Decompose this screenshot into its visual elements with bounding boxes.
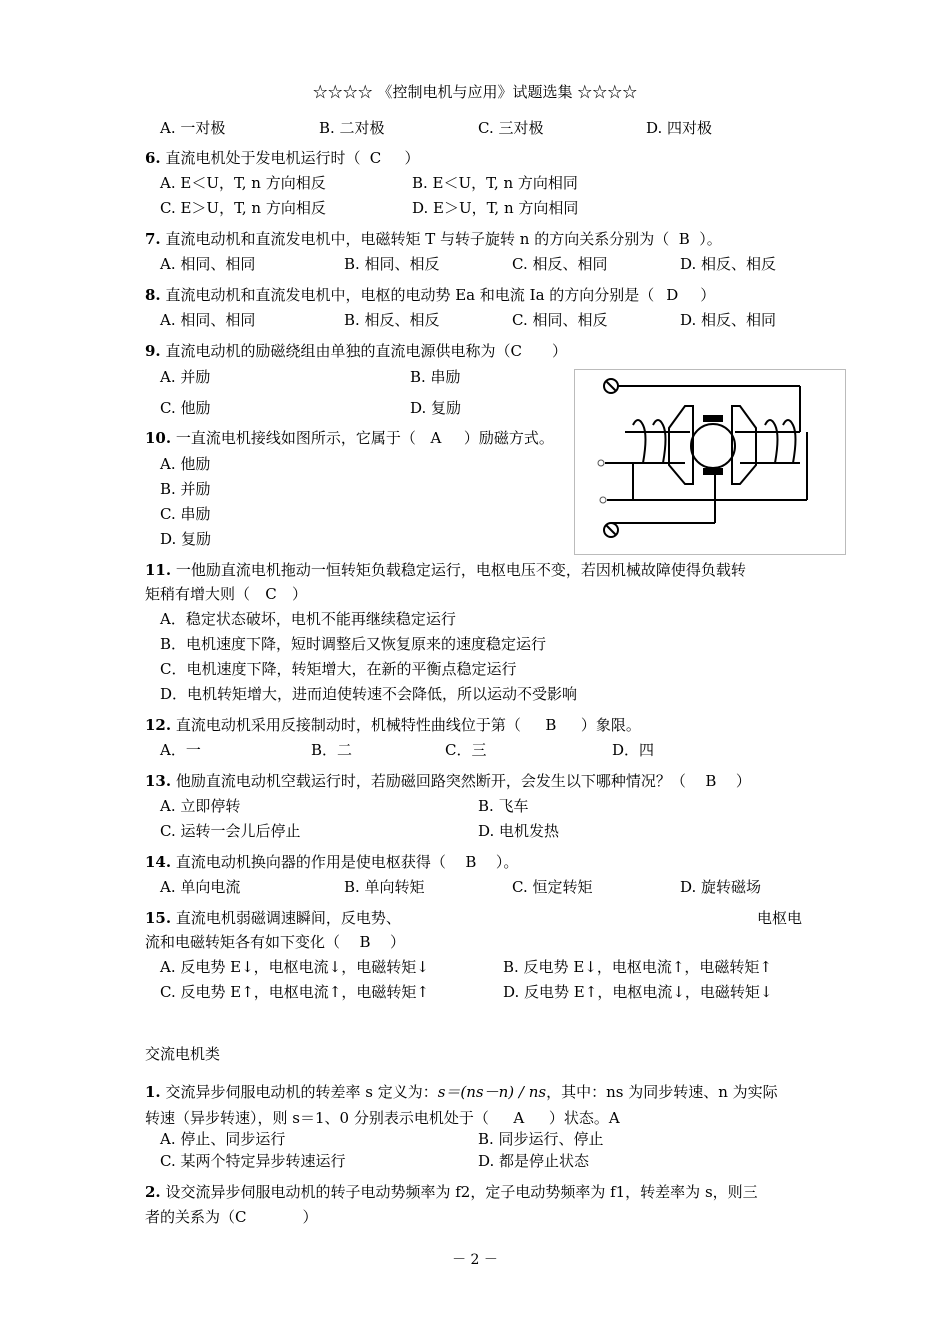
q11-question-line2 [145,584,307,604]
q9-option-a: A. 并励 [160,368,211,386]
ac1-text2: ，其中：ns 为同步转速、n 为实际 [546,1083,778,1101]
q12-answer: B [545,716,557,734]
q9-option-c: C. 他励 [160,399,211,417]
ac2-end: ） [302,1208,318,1226]
q5-option-d: D. 四对极 [646,119,713,137]
q13-number: 13. [145,772,172,790]
q12-text: 直流电动机采用反接制动时，机械特性曲线位于第（ [175,716,521,734]
ac1-option-c: C. 某两个特定异步转速运行 [160,1152,346,1170]
q12-end: ）象限。 [580,716,641,734]
q5-option-c: C. 三对极 [478,119,544,137]
q9-option-d: D. 复励 [410,399,462,417]
q14-option-a: A. 单向电流 [160,878,241,896]
q5-option-a: A. 一对极 [160,119,226,137]
q11-question-line1 [145,560,746,580]
q15-option-a: A. 反电势 E↓，电枢电流↓，电磁转矩↓ [160,958,429,976]
ac1-option-b: B. 同步运行、停止 [478,1130,604,1148]
q8-end: ） [700,286,716,304]
q8-option-a: A. 相同、相同 [160,311,256,329]
q13-option-b: B. 飞车 [478,797,529,815]
q10-text: 一直流电机接线如图所示，它属于（ [175,429,416,447]
q13-option-a: A. 立即停转 [160,797,241,815]
q15-text2: 流和电磁转矩各有如下变化（ [145,933,341,951]
q6-option-c: C. E＞U，T, n 方向相反 [160,199,326,217]
q13-question [145,771,751,791]
q13-end: ） [735,772,751,790]
q6-question [145,148,419,168]
q11-option-c: C．电机速度下降，转矩增大，在新的平衡点稳定运行 [160,660,517,678]
q12-question [145,715,641,735]
q7-option-a: A. 相同、相同 [160,255,256,273]
q11-answer: C [265,585,277,603]
q9-end: ） [551,342,567,360]
q10-end: ）励磁方式。 [463,429,554,447]
terminal-small-icon [598,460,604,466]
q14-option-c: C. 恒定转矩 [512,878,593,896]
q6-answer: C [369,149,382,167]
q14-end: ）。 [495,853,519,871]
q6-end: ） [404,149,420,167]
q7-end: ）。 [699,230,722,248]
q9-number: 9. [145,342,161,360]
q15-question-line1 [145,908,401,928]
q15-option-b: B. 反电势 E↓，电枢电流↑，电磁转矩↑ [503,958,772,976]
q6-option-d: D. E＞U，T, n 方向相同 [412,199,579,217]
ac1-text3: 转速（异步转速），则 s＝1、0 分别表示电机处于（ [145,1109,489,1127]
q15-text: 直流电机弱磁调速瞬间，反电势、 [175,909,401,927]
q11-option-b: B．电机速度下降，短时调整后又恢复原来的速度稳定运行 [160,635,547,653]
q15-end: ） [390,933,406,951]
q10-question [145,428,554,448]
q6-option-a: A. E＜U，T, n 方向相反 [160,174,326,192]
q10-option-b: B. 并励 [160,480,211,498]
q5-option-b: B. 二对极 [319,119,385,137]
page-number: － 2 － [452,1252,498,1268]
section-title: 交流电机类 [145,1045,221,1063]
q14-option-b: B. 单向转矩 [344,878,425,896]
q12-option-c: C．三 [445,741,487,759]
q10-answer: A [430,429,442,447]
q14-answer: B [465,853,477,871]
q7-number: 7. [145,230,161,248]
q14-option-d: D. 旋转磁场 [680,878,762,896]
q11-option-d: D．电机转矩增大，进而迫使转速不会降低，所以运动不受影响 [160,685,578,703]
q15-question-line2 [145,932,405,952]
q11-end: ） [292,585,308,603]
ac2-number: 2. [145,1183,161,1201]
q8-option-b: B. 相反、相反 [344,311,440,329]
q7-text: 直流电动机和直流发电机中，电磁转矩 T 与转子旋转 n 的方向关系分别为（ [165,230,670,248]
q11-option-a: A．稳定状态破坏，电机不能再继续稳定运行 [160,610,456,628]
motor-wiring-diagram [575,370,845,554]
brush-top [703,415,723,422]
q12-option-a: A．一 [160,741,201,759]
q15-tail: 电枢电 [757,909,803,927]
q11-text: 一他励直流电机拖动一恒转矩负载稳定运行，电枢电压不变，若因机械故障使得负载转 [175,561,746,579]
q7-answer: B [678,230,690,248]
ac1-formula: s＝(ns－n) / ns [437,1083,547,1101]
ac1-question-line2 [145,1108,620,1128]
q6-text: 直流电机处于发电机运行时（ [165,149,361,167]
q10-option-c: C. 串励 [160,505,211,523]
q13-option-c: C. 运转一会儿后停止 [160,822,301,840]
ac2-question-line1 [145,1182,758,1202]
page-header: ☆☆☆☆ 《控制电机与应用》试题选集 ☆☆☆☆ [312,83,638,101]
q7-option-b: B. 相同、相反 [344,255,440,273]
q9-question [145,341,567,361]
q8-option-d: D. 相反、相同 [680,311,777,329]
q13-option-d: D. 电机发热 [478,822,560,840]
q8-option-c: C. 相同、相反 [512,311,608,329]
q13-answer: B [705,772,717,790]
ac2-text: 设交流异步伺服电动机的转子电动势频率为 f2，定子电动势频率为 f1，转差率为 s，则三 [165,1183,758,1201]
q8-number: 8. [145,286,161,304]
q10-option-a: A. 他励 [160,455,211,473]
q11-number: 11. [145,561,172,579]
q11-text2: 矩稍有增大则（ [145,585,251,603]
q7-question [145,229,722,249]
q7-option-c: C. 相反、相同 [512,255,608,273]
ac1-end: ）状态。A [548,1109,620,1127]
q8-answer: D [666,286,679,304]
q8-question [145,285,715,305]
ac1-question-line1 [145,1082,778,1102]
ac2-question-line2 [145,1207,318,1227]
ac1-number: 1. [145,1083,161,1101]
q6-option-b: B. E＜U，T, n 方向相同 [412,174,578,192]
q14-number: 14. [145,853,172,871]
q13-text: 他励直流电动机空载运行时，若励磁回路突然断开，会发生以下哪种情况？（ [175,772,686,790]
ac1-option-a: A. 停止、同步运行 [160,1130,286,1148]
ac1-text: 交流异步伺服电动机的转差率 s 定义为： [165,1083,438,1101]
q6-number: 6. [145,149,161,167]
q12-option-b: B．二 [311,741,353,759]
q15-option-d: D. 反电势 E↑，电枢电流↓，电磁转矩↓ [503,983,773,1001]
ac2-text2: 者的关系为（C [145,1208,247,1226]
ac1-answer: A [513,1109,525,1127]
q10-number: 10. [145,429,172,447]
q15-answer: B [359,933,371,951]
q15-option-c: C. 反电势 E↑，电枢电流↑，电磁转矩↑ [160,983,429,1001]
q14-text: 直流电动机换向器的作用是使电枢获得（ [175,853,446,871]
q14-question [145,852,518,872]
q15-number: 15. [145,909,172,927]
ac1-option-d: D. 都是停止状态 [478,1152,590,1170]
q9-option-b: B. 串励 [410,368,461,386]
q8-text: 直流电动机和直流发电机中，电枢的电动势 Ea 和电流 Ia 的方向分别是（ [165,286,655,304]
brush-bottom [703,468,723,475]
q10-option-d: D. 复励 [160,530,212,548]
q7-option-d: D. 相反、相反 [680,255,777,273]
q9-text: 直流电动机的励磁绕组由单独的直流电源供电称为（C [165,342,522,360]
motor-wiring-figure [574,369,846,555]
terminal-small-icon [600,497,606,503]
q12-number: 12. [145,716,172,734]
q12-option-d: D．四 [612,741,655,759]
